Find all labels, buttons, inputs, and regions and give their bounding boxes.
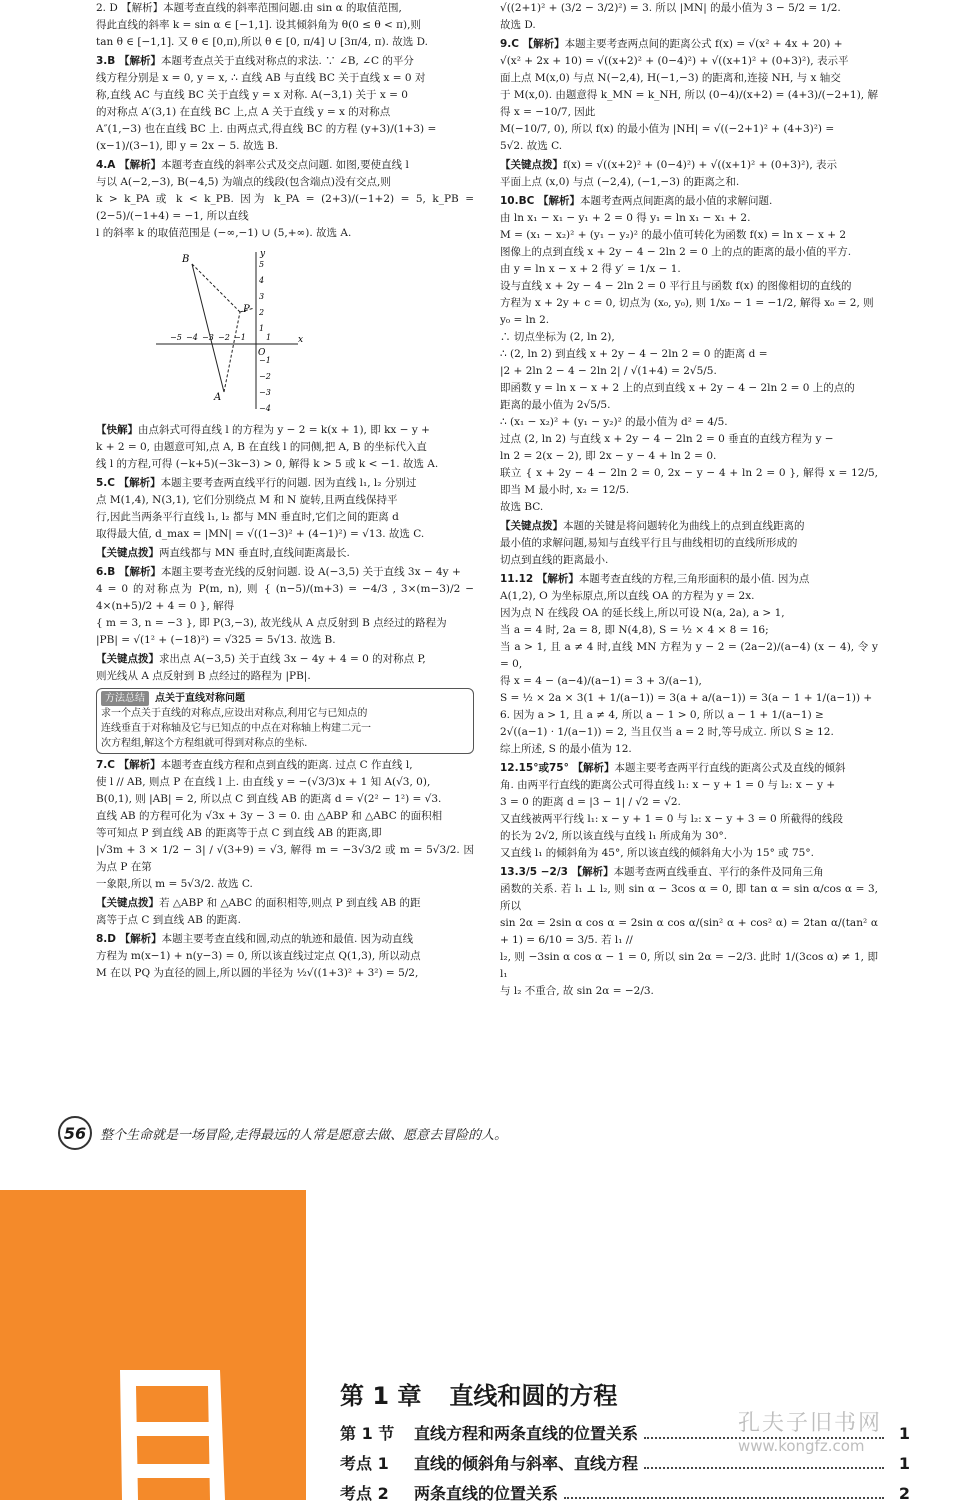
solution-text: 的长为 2√2, 所以该直线与直线 l₁ 所成角为 30°. xyxy=(500,830,728,842)
answer-tag: B 【解析】 xyxy=(107,566,161,578)
toc-row-page: 1 xyxy=(898,1424,910,1443)
watermark-url: www.kongfz.com xyxy=(738,1437,865,1455)
answer-tag: BC 【解析】 xyxy=(518,195,580,207)
solution-text: 过点 (2, ln 2) 与直线 x + 2y − 4 − 2ln 2 = 0 垂直的直线方程为 y − xyxy=(500,433,834,445)
method-summary-title: 点关于直线对称问题 xyxy=(155,693,245,704)
solution-text: 6. 因为 a > 1, 且 a ≠ 4, 所以 a − 1 > 0, 所以 a − 1 + 1/(a−1) ≥ xyxy=(500,709,824,721)
answer-tag: 【关键点拨】 xyxy=(96,547,159,559)
orange-side-panel xyxy=(0,1190,306,1500)
solution-text: 本题主要考查两点间的距离公式 f(x) = √(x² + 4x + 20) + xyxy=(564,38,843,50)
solution-text: ∴ (2, ln 2) 到直线 x + 2y − 4 − 2ln 2 = 0 的距离 d = xyxy=(500,348,768,360)
solution-item xyxy=(96,931,474,982)
origin-label: O xyxy=(258,348,266,358)
solution-text: 离等于点 C 到直线 AB 的距离. xyxy=(96,914,242,926)
line-pb xyxy=(192,264,240,312)
method-summary-header xyxy=(101,691,469,706)
solution-text: √(x² + 2x + 10) = √((x+2)² + (0−4)²) + √((x+1)² + (0+3)²), 表示平 xyxy=(500,55,849,67)
solution-text: 方程为 x + 2y + c = 0, 切点为 (x₀, y₀), 则 1/x₀ − 1 = −1/2, 解得 x₀ = 2, 则 xyxy=(500,297,874,309)
toc-row-title: 直线的倾斜角与斜率、直线方程 xyxy=(414,1454,639,1473)
chapter-label: 第 1 章 xyxy=(340,1382,422,1410)
question-number: 9. xyxy=(500,38,512,50)
y-tick-label: 4 xyxy=(259,276,265,285)
segment-ab xyxy=(192,264,224,392)
solution-text: B(0,1), 则 |AB| = 2, 所以点 C 到直线 AB 的距离 d = √(2² − 1²) = √3. xyxy=(96,793,442,805)
solution-text: 本题考查两点间距离的最小值的求解问题. xyxy=(579,195,773,207)
solution-line xyxy=(500,571,878,588)
solution-item xyxy=(500,0,878,34)
solution-text: 等可知点 P 到直线 AB 的距离等于点 C 到直线 AB 的距离,即 xyxy=(96,827,382,839)
answer-tag: 【关键点拨】 xyxy=(500,159,563,171)
solution-text: 一象限,所以 m = 5√3/2. 故选 C. xyxy=(96,878,253,890)
solution-text: 使 l // AB, 则点 P 在直线 l 上. 由直线 y = −(√3/3)x + 1 知 A(√3, 0), xyxy=(96,776,431,788)
toc-leader-dots xyxy=(644,1457,884,1469)
solution-line xyxy=(500,36,878,53)
method-summary-box xyxy=(96,688,474,754)
solution-text: 本题考查直线方程和点到直线的距离. 过点 C 作直线 l, xyxy=(160,759,413,771)
question-number: 6. xyxy=(96,566,108,578)
solution-text: 与 l₂ 不重合, 故 sin 2α = −2/3. xyxy=(500,985,654,997)
solution-text: 设与直线 x + 2y − 4 − 2ln 2 = 0 平行且与函数 f(x) 的图像相切的直线的 xyxy=(500,280,852,292)
solution-text: 本题主要考查两平行直线的距离公式及直线的倾斜 xyxy=(614,762,846,774)
left-column xyxy=(96,0,474,984)
solution-line xyxy=(96,931,474,948)
answer-tag: 15°或75° 【解析】 xyxy=(518,762,615,774)
solution-item xyxy=(96,0,474,51)
solution-line xyxy=(96,545,474,562)
solution-text: 4 = 0 的对称点为 P(m, n), 则 { (n−5)/(m+3) = −4/3 , 3×(m−3)/2 − 4×(n+5)/2 + 4 = 0 }, 解得 xyxy=(96,583,474,612)
solution-text: |PB| = √(1² + (−18)²) = √325 = 5√13. 故选 B. xyxy=(96,634,336,646)
point-label-p: P xyxy=(243,304,250,315)
solution-text: 与以 A(−2,−3), B(−4,5) 为端点的线段(包含端点)没有交点,则 xyxy=(96,176,391,188)
answer-tag: 【关键点拨】 xyxy=(96,653,159,665)
answer-tag: C 【解析】 xyxy=(511,38,565,50)
solution-text: 得 x = 4 − (a−4)/(a−1) = 3 + 3/(a−1), xyxy=(500,675,702,687)
solution-text: 即函数 y = ln x − x + 2 上的点到直线 x + 2y − 4 − 2ln 2 = 0 上的点的 xyxy=(500,382,855,394)
solution-item xyxy=(500,760,878,862)
x-tick-label: −4 xyxy=(186,333,198,342)
solution-item xyxy=(96,564,474,649)
solution-text: 取得最大值, d_max = |MN| = √((1−3)² + (4−1)²) = √13. 故选 C. xyxy=(96,528,425,540)
question-number: 10. xyxy=(500,195,519,207)
answer-tag: 【关键点拨】 xyxy=(96,897,159,909)
solution-text: 直线 AB 的方程可化为 √3x + 3y − 3 = 0. 由 △ABP 和 △ABC 的面积相 xyxy=(96,810,443,822)
solution-text: 本题的关键是将问题转化为曲线上的点到直线距离的 xyxy=(563,520,805,532)
solution-item xyxy=(96,545,474,562)
solution-text: 又直线 l₁ 的倾斜角为 45°, 所以该直线的倾斜角大小为 15° 或 75°. xyxy=(500,847,814,859)
y-tick-label: 3 xyxy=(259,292,265,301)
toc-row-page: 2 xyxy=(898,1484,910,1503)
solution-text: 若 △ABP 和 △ABC 的面积相等,则点 P 到直线 AB 的距 xyxy=(159,897,421,909)
solution-text: |√3m + 3 × 1/2 − 3| / √(3+9) = √3, 解得 m = −3√3/2 或 m = 5√3/2. 因为点 P 在第 xyxy=(96,844,474,873)
watermark xyxy=(738,1406,938,1455)
x-tick-label: −2 xyxy=(218,333,230,342)
method-summary-text: 连线垂直于对称轴及它与已知点的中点在对称轴上构建二元一 xyxy=(101,723,371,734)
answer-tag: A 【解析】 xyxy=(107,159,162,171)
solution-text: M = (x₁ − x₂)² + (y₁ − y₂)² 的最小值可转化为函数 f(x) = ln x − x + 2 xyxy=(500,229,847,241)
solution-text: 综上所述, S 的最小值为 12. xyxy=(500,743,632,755)
graph-svg xyxy=(146,244,306,414)
solution-text: A″(1,−3) 也在直线 BC 上. 由两点式,得直线 BC 的方程 (y+3)/(1+3) = xyxy=(96,123,437,135)
page-number: 56 xyxy=(58,1116,92,1150)
solution-item xyxy=(96,651,474,685)
answer-tag: C 【解析】 xyxy=(107,477,161,489)
answer-tag: D 【解析】 xyxy=(107,933,162,945)
solution-text: 本题主要考查两直线平行的问题. 因为直线 l₁, l₂ 分别过 xyxy=(160,477,417,489)
solution-item xyxy=(96,475,474,543)
question-number: 13. xyxy=(500,866,519,878)
answer-tag: 3/5 −2/3 【解析】 xyxy=(518,866,614,878)
solution-text: 2√((a−1) · 1/(a−1)) = 2, 当且仅当 a = 2 时,等号成立. 所以 S ≥ 12. xyxy=(500,726,834,738)
solution-line xyxy=(96,757,474,774)
solution-text: 本题考查直线的斜率公式及交点问题. 如图,要使直线 l xyxy=(161,159,409,171)
solution-item xyxy=(500,518,878,569)
solution-text: 最小值的求解问题,易知与直线平行且与曲线相切的直线所形成的 xyxy=(500,537,798,549)
solution-text: 线 l 的方程,可得 (−k+5)(−3k−3) > 0, 解得 k > 5 或 k < −1. 故选 A. xyxy=(96,458,439,470)
solution-line xyxy=(96,475,474,492)
y-tick-label: 1 xyxy=(259,324,265,333)
solution-line xyxy=(96,0,474,17)
coordinate-graph xyxy=(146,244,474,420)
solution-text: 由点斜式可得直线 l 的方程为 y − 2 = k(x + 1), 即 kx − y + xyxy=(138,424,430,436)
solution-item xyxy=(96,157,474,242)
solution-text: 故选 D. xyxy=(500,19,536,31)
question-number: 8. xyxy=(96,933,108,945)
solution-text: 方程为 m(x−1) + n(y−3) = 0, 所以该直线过定点 Q(1,3), 所以动点 xyxy=(96,950,421,962)
solution-item xyxy=(500,193,878,516)
solution-text: 距离的最小值为 2√5/5. xyxy=(500,399,611,411)
solution-text: M 在以 PQ 为直径的圆上,所以圆的半径为 ½√((1+3)² + 3²) = 5/2, xyxy=(96,967,419,979)
solution-text: l 的斜率 k 的取值范围是 (−∞,−1) ∪ (5,+∞). 故选 A. xyxy=(96,227,352,239)
solution-line xyxy=(500,193,878,210)
solution-text: |2 + 2ln 2 − 4 − 2ln 2| / √(1+4) = 2√5/5. xyxy=(500,365,717,377)
solution-text: ln 2 = 2(x − 2), 即 2x − y − 4 + ln 2 = 0. xyxy=(500,450,717,462)
solution-text: sin 2α = 2sin α cos α = 2sin α cos α/(sin² α + cos² α) = 2tan α/(tan² α + 1) = 6/10 = 3/5. 若 l₁ // xyxy=(500,917,878,946)
y-tick-label: −1 xyxy=(259,356,271,365)
solution-text: 图像上的点到直线 x + 2y − 4 − 2ln 2 = 0 上的点的距离的最小值的平方. xyxy=(500,246,852,258)
large-character-glyph xyxy=(100,1360,250,1500)
y-axis-label: y xyxy=(260,249,266,259)
x-tick-label: −1 xyxy=(234,333,246,342)
watermark-site-name: 孔夫子旧书网 xyxy=(738,1411,883,1436)
footer-motto: 整个生命就是一场冒险,走得最远的人常是愿意去做、愿意去冒险的人。 xyxy=(100,1127,508,1143)
solution-text: { m = 3, n = −3 }, 即 P(3,−3), 故光线从 A 点反射到 B 点经过的路程为 xyxy=(96,617,447,629)
right-column xyxy=(500,0,878,1002)
solution-line xyxy=(96,157,474,174)
solution-text: M(−10/7, 0), 所以 f(x) 的最小值为 |NH| = √((−2+1)² + (4+3)²) = xyxy=(500,123,835,135)
page-footer xyxy=(58,1118,908,1148)
solution-text: 本题主要考查直线和圆,动点的轨迹和最值. 因为动直线 xyxy=(161,933,414,945)
solution-text: 本题考查两直线垂直、平行的条件及同角三角 xyxy=(613,866,824,878)
chapter-title: 直线和圆的方程 xyxy=(449,1382,618,1410)
question-number: 3. xyxy=(96,55,108,67)
solution-text: 由 ln x₁ − x₁ − y₁ + 2 = 0 得 y₁ = ln x₁ − x₁ + 2. xyxy=(500,212,751,224)
solution-text: 求出点 A(−3,5) 关于直线 3x − 4y + 4 = 0 的对称点 P, xyxy=(159,653,426,665)
point-label-b: B xyxy=(182,254,190,265)
line-pa xyxy=(224,312,240,392)
solution-line xyxy=(500,157,878,174)
toc-row-title: 直线方程和两条直线的位置关系 xyxy=(414,1424,639,1443)
question-number: 4. xyxy=(96,159,108,171)
solution-text: 平面上点 (x,0) 与点 (−2,4), (−1,−3) 的距离之和. xyxy=(500,176,740,188)
x-axis-label: x xyxy=(298,335,304,345)
solution-item xyxy=(96,422,474,473)
answer-tag: 【关键点拨】 xyxy=(500,520,563,532)
solution-text: 角. 由两平行直线的距离公式可得直线 l₁: x − y + 1 = 0 与 l₂: x − y + xyxy=(500,779,836,791)
solution-text: 3 = 0 的距离 d = |3 − 1| / √2 = √2. xyxy=(500,796,681,808)
y-tick-label: −4 xyxy=(259,404,271,413)
toc-row-label: 考点 2 xyxy=(340,1484,389,1503)
solution-text: 于 M(x,0). 由题意得 k_MN = k_NH, 所以 (0−4)/(x+2) = (4+3)/(−2+1), 解得 x = −10/7, 因此 xyxy=(500,89,878,118)
method-summary-text: 求一个点关于直线的对称点,应设出对称点,利用它与已知点的 xyxy=(101,708,368,719)
solution-item xyxy=(96,757,474,893)
y-tick-label: 2 xyxy=(259,308,265,317)
solution-line xyxy=(96,53,474,70)
solution-text: 本题主要考查光线的反射问题. 设 A(−3,5) 关于直线 3x − 4y + xyxy=(160,566,461,578)
point-label-a: A xyxy=(214,392,222,403)
solution-text: 当 a = 4 时, 2a = 8, 即 N(4,8), S = ½ × 4 × 8 = 16; xyxy=(500,624,769,636)
solution-line xyxy=(500,760,878,777)
method-summary-text: 次方程组,解这个方程组就可得到对称点的坐标. xyxy=(101,738,308,749)
solution-text: k + 2 = 0, 由题意可知,点 A, B 在直线 l 的同侧,把 A, B 的坐标代入直 xyxy=(96,441,427,453)
solution-text: 点 M(1,4), N(3,1), 它们分别绕点 M 和 N 旋转,且两直线保持平 xyxy=(96,494,398,506)
solution-line xyxy=(96,895,474,912)
solution-text: S = ½ × 2a × 3(1 + 1/(a−1)) = 3(a + a/(a−1)) = 3(a − 1 + 1/(a−1)) + xyxy=(500,692,873,704)
solution-text: A(1,2), O 为坐标原点,所以直线 OA 的方程为 y = 2x. xyxy=(500,590,755,602)
solution-text: 联立 { x + 2y − 4 − 2ln 2 = 0, 2x − y − 4 + ln 2 = 0 }, 解得 x = 12/5, 即当 M 最小时, x₂ = 12/5. xyxy=(500,467,878,496)
solution-text: 又直线被两平行线 l₁: x − y + 1 = 0 与 l₂: x − y + 3 = 0 所截得的线段 xyxy=(500,813,844,825)
solution-line xyxy=(500,864,878,881)
solution-text: 则光线从 A 点反射到 B 点经过的路程为 |PB|. xyxy=(96,670,311,682)
solution-text: 本题考查点关于直线对称点的求法. ∵ ∠B, ∠C 的平分 xyxy=(160,55,414,67)
y-tick-label: −3 xyxy=(259,388,271,397)
solution-text: l₂, 则 −3sin α cos α − 1 = 0, 所以 sin 2α = −2/3. 此时 1/(3cos α) ≠ 1, 即 l₁ xyxy=(500,951,878,980)
solution-text: 两直线都与 MN 垂直时,直线间距离最长. xyxy=(159,547,350,559)
method-summary-badge: 方法总结 xyxy=(101,691,149,706)
solution-text: k > k_PA 或 k < k_PB. 因为 k_PA = (2+3)/(−1+2) = 5, k_PB = (2−5)/(−1+4) = −1, 所以直线 xyxy=(96,193,474,222)
question-number: 11. xyxy=(500,573,519,585)
solution-text: 5√2. 故选 C. xyxy=(500,140,563,152)
solution-line xyxy=(500,518,878,535)
solution-text: 函数的关系. 若 l₁ ⊥ l₂, 则 sin α − 3cos α = 0, 即 tan α = sin α/cos α = 3, 所以 xyxy=(500,883,878,912)
toc-row-label: 考点 1 xyxy=(340,1454,389,1473)
solution-text: tan θ ∈ [−1,1]. 又 θ ∈ [0,π),所以 θ ∈ [0, π/4] ∪ [3π/4, π). 故选 D. xyxy=(96,36,428,48)
solution-item xyxy=(500,571,878,758)
solution-text: 本题考查直线的方程,三角形面积的最小值. 因为点 xyxy=(578,573,810,585)
x-tick-label: 1 xyxy=(266,333,272,342)
solution-text: 2. D 【解析】本题考查直线的斜率范围问题.由 sin α 的取值范围, xyxy=(96,2,402,14)
toc-row[interactable] xyxy=(340,1481,910,1511)
solution-text: 线方程分别是 x = 0, y = x, ∴ 直线 AB 与直线 BC 关于直线 x = 0 对 xyxy=(96,72,426,84)
solution-text: √((2+1)² + (3/2 − 3/2)²) = 3. 所以 |MN| 的最小值为 3 − 5/2 = 1/2. xyxy=(500,2,841,14)
solution-text: ∴ (x₁ − x₂)² + (y₁ − y₂)² 的最小值为 d² = 4/5. xyxy=(500,416,728,428)
solution-text: 称,直线 AC 与直线 BC 关于直线 y = x 对称. A(−3,1) 关于 x = 0 xyxy=(96,89,408,101)
solution-line xyxy=(96,564,474,581)
question-number: 7. xyxy=(96,759,108,771)
solution-item xyxy=(500,157,878,191)
solution-text: 当 a > 1, 且 a ≠ 4 时,直线 MN 方程为 y − 2 = (2a−2)/(a−4) (x − 4), 令 y = 0, xyxy=(500,641,878,670)
x-tick-label: −5 xyxy=(170,333,182,342)
solution-line xyxy=(96,651,474,668)
answer-tag: B 【解析】 xyxy=(107,55,161,67)
solution-text: 因为点 N 在线段 OA 的延长线上,所以可设 N(a, 2a), a > 1, xyxy=(500,607,785,619)
solution-text: 故选 BC. xyxy=(500,501,544,513)
question-number: 12. xyxy=(500,762,519,774)
solution-text: (x−1)/(3−1), 即 y = 2x − 5. 故选 B. xyxy=(96,140,279,152)
solution-text: y₀ = ln 2. xyxy=(500,314,550,326)
solution-text: f(x) = √((x+2)² + (0−4)²) + √((x+1)² + (0+3)²), 表示 xyxy=(563,159,838,171)
solution-line xyxy=(500,0,878,17)
answer-tag: 12 【解析】 xyxy=(518,573,579,585)
answer-tag: 【快解】 xyxy=(96,424,138,436)
toc-row-title: 两条直线的位置关系 xyxy=(414,1484,559,1503)
solution-text: 的对称点 A′(3,1) 在直线 BC 上,点 A 关于直线 y = x 的对称点 xyxy=(96,106,391,118)
y-tick-label: −2 xyxy=(259,372,271,381)
toc-row-page: 1 xyxy=(898,1454,910,1473)
toc-row-label: 第 1 节 xyxy=(340,1424,395,1443)
toc-leader-dots xyxy=(564,1487,884,1499)
solution-text: 面上点 M(x,0) 与点 N(−2,4), H(−1,−3) 的距离和,连接 NH, 与 x 轴交 xyxy=(500,72,841,84)
solution-text: 行,因此当两条平行直线 l₁, l₂ 都与 MN 垂直时,它们之间的距离 d xyxy=(96,511,399,523)
solution-text: 得此直线的斜率 k = sin α ∈ [−1,1]. 设其倾斜角为 θ(0 ≤ θ < π),则 xyxy=(96,19,421,31)
solution-text: ∴ 切点坐标为 (2, ln 2), xyxy=(500,331,615,343)
solution-item xyxy=(96,53,474,155)
solution-text: 由 y = ln x − x + 2 得 y′ = 1/x − 1. xyxy=(500,263,681,275)
x-tick-label: −3 xyxy=(202,333,214,342)
solution-item xyxy=(500,36,878,155)
toc-row[interactable] xyxy=(340,1451,910,1481)
question-number: 5. xyxy=(96,477,108,489)
answer-tag: C 【解析】 xyxy=(107,759,161,771)
y-tick-label: 5 xyxy=(259,260,265,269)
solution-item xyxy=(500,864,878,1000)
solution-text: 切点到直线的距离最小. xyxy=(500,554,609,566)
solution-line xyxy=(96,422,474,439)
solution-item xyxy=(96,895,474,929)
